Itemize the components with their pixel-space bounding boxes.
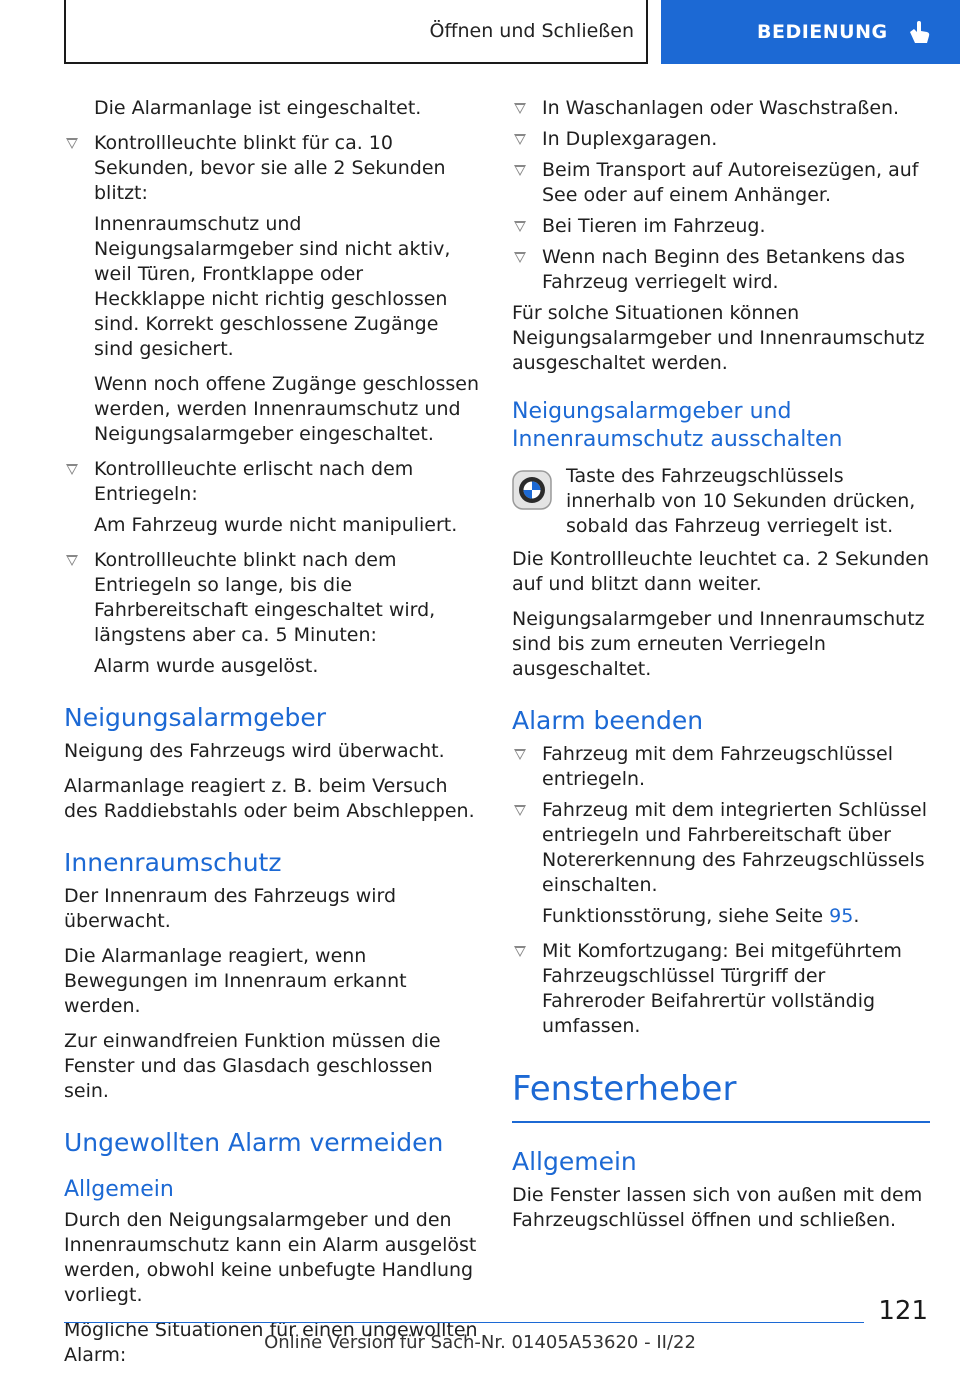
list-item: In Waschanlagen oder Waschstraßen.	[512, 96, 930, 121]
triangle-bullet-icon	[514, 221, 526, 232]
right-column	[512, 96, 930, 1243]
triangle-bullet-icon	[514, 134, 526, 145]
bmw-key-button-icon	[512, 470, 552, 510]
triangle-bullet-icon	[66, 138, 78, 149]
pointing-hand-icon	[906, 19, 932, 45]
paragraph: Alarmanlage reagiert z. B. beim Versuch des Raddiebstahls oder beim Abschleppen.	[64, 775, 475, 822]
paragraph: Durch den Neigungsalarmgeber und den Innenraumschutz kann ein Alarm ausgelöst werden, obwohl keine unbefugte Handlung vorliegt.	[64, 1209, 477, 1306]
header-section-box	[64, 0, 648, 64]
header-chapter-tab[interactable]	[661, 0, 960, 64]
section-title: Öffnen und Schließen	[429, 20, 634, 42]
left-column	[64, 96, 480, 1378]
page-number: 121	[878, 1296, 928, 1326]
paragraph: Neigungsalarmgeber und Innenraumschutz sind bis zum erneuten Verriegeln ausgeschaltet.	[512, 608, 925, 680]
key-instruction	[512, 464, 930, 539]
list-item-detail: Innenraumschutz und Neigungsalarmgeber sind nicht aktiv, weil Türen, Frontklappe oder Heckklappe nicht richtig geschlossen sind. Korrekt geschlossene Zugänge sind gesichert.	[94, 213, 451, 360]
list-item: Fahrzeug mit dem Fahrzeugschlüssel entriegeln.	[512, 742, 930, 792]
heading-alarm-beenden: Alarm beenden	[512, 706, 704, 735]
paragraph: Zur einwandfreien Funktion müssen die Fenster und das Glasdach geschlossen sein.	[64, 1030, 441, 1102]
list-item-detail: Wenn noch offene Zugänge geschlossen werden, werden Innenraumschutz und Neigungsalarmgeber eingeschaltet.	[94, 373, 480, 445]
list-item: Wenn nach Beginn des Betankens das Fahrzeug verriegelt wird.	[512, 245, 930, 295]
list-item: Kontrollleuchte blinkt nach dem Entriegeln so lange, bis die Fahrbereitschaft eingeschaltet wird, längstens aber ca. 5 Minuten:	[64, 548, 480, 648]
triangle-bullet-icon	[514, 103, 526, 114]
list-item-detail: Am Fahrzeug wurde nicht manipuliert.	[94, 514, 458, 536]
triangle-bullet-icon	[66, 555, 78, 566]
paragraph: Die Alarmanlage reagiert, wenn Bewegungen im Innenraum erkannt werden.	[64, 945, 407, 1017]
list-item-detail: Alarm wurde ausgelöst.	[94, 655, 319, 677]
triangle-bullet-icon	[514, 252, 526, 263]
paragraph: Die Fenster lassen sich von außen mit dem Fahrzeugschlüssel öffnen und schließen.	[512, 1184, 923, 1231]
heading-allgemein-fenster: Allgemein	[512, 1147, 637, 1176]
footer-divider	[64, 1322, 864, 1323]
chapter-title: BEDIENUNG	[757, 21, 888, 43]
list-item: In Duplexgaragen.	[512, 127, 930, 152]
paragraph: Der Innenraum des Fahrzeugs wird überwacht.	[64, 885, 397, 932]
list-item: Kontrollleuchte blinkt für ca. 10 Sekunden, bevor sie alle 2 Sekunden blitzt:	[64, 131, 480, 206]
triangle-bullet-icon	[514, 749, 526, 760]
page-reference-link[interactable]: 95	[829, 905, 854, 927]
list-item: Kontrollleuchte erlischt nach dem Entriegeln:	[64, 457, 480, 507]
list-item-detail: Funktionsstörung, siehe Seite 95.	[542, 905, 860, 927]
paragraph: Mögliche Situationen für einen ungewollten Alarm:	[64, 1319, 478, 1366]
heading-ungewollten-alarm: Ungewollten Alarm vermeiden	[64, 1128, 444, 1157]
heading-neigungsalarmgeber: Neigungsalarmgeber	[64, 703, 327, 732]
list-item: Fahrzeug mit dem integrierten Schlüssel entriegeln und Fahrbereitschaft über Notererkennung des Fahrzeugschlüssels einschalten.	[512, 798, 930, 898]
list-item: Mit Komfortzugang: Bei mitgeführtem Fahrzeugschlüssel Türgriff der Fahreroder Beifahrertür vollständig umfassen.	[512, 939, 930, 1039]
triangle-bullet-icon	[514, 165, 526, 176]
paragraph: Taste des Fahrzeugschlüssels innerhalb von 10 Sekunden drücken, sobald das Fahrzeug verriegelt ist.	[566, 465, 916, 537]
heading-ausschalten: Neigungsalarmgeber und Innenraumschutz ausschalten	[512, 399, 843, 452]
paragraph: Für solche Situationen können Neigungsalarmgeber und Innenraumschutz ausgeschaltet werden.	[512, 302, 925, 374]
footer-online-version: Online Version für Sach-Nr. 01405A53620 - II/22	[264, 1332, 696, 1353]
triangle-bullet-icon	[514, 805, 526, 816]
alarm-on-text: Die Alarmanlage ist eingeschaltet.	[94, 97, 422, 119]
heading-innenraumschutz: Innenraumschutz	[64, 848, 282, 877]
heading-allgemein: Allgemein	[64, 1177, 174, 1202]
triangle-bullet-icon	[514, 946, 526, 957]
paragraph: Die Kontrollleuchte leuchtet ca. 2 Sekunden auf und blitzt dann weiter.	[512, 548, 929, 595]
triangle-bullet-icon	[66, 464, 78, 475]
heading-fensterheber: Fensterheber	[512, 1069, 930, 1123]
list-item: Bei Tieren im Fahrzeug.	[512, 214, 930, 239]
paragraph: Neigung des Fahrzeugs wird überwacht.	[64, 740, 445, 762]
list-item: Beim Transport auf Autoreisezügen, auf See oder auf einem Anhänger.	[512, 158, 930, 208]
